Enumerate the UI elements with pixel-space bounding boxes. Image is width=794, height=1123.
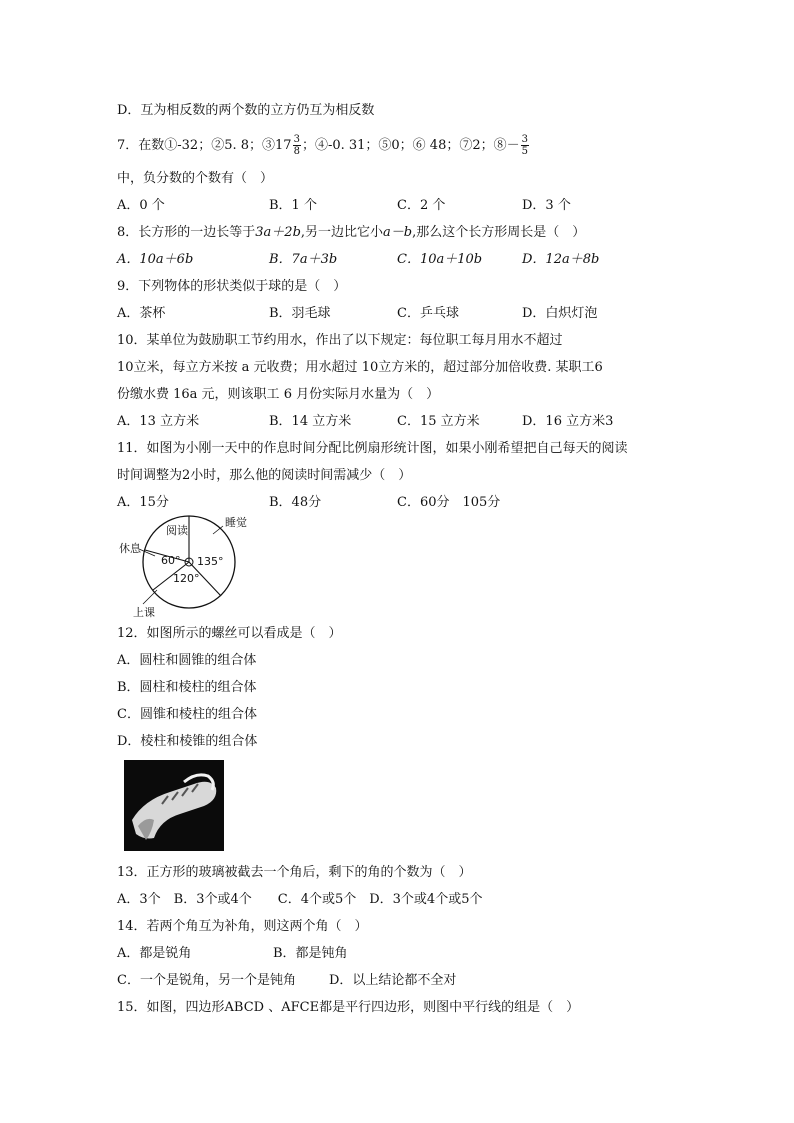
q8-option-d: D．12a＋8b [522,252,600,267]
q9-option-a: A．茶杯 [117,306,166,321]
pie-label-sleep: 睡觉 [225,516,247,529]
q14-option-b: B．都是钝角 [273,946,348,961]
q12-option-a: A．圆柱和圆锥的组合体 [117,653,257,668]
q7-frac1-num: 3 [293,134,300,145]
q10-option-a: A．13 立方米 [117,414,200,429]
q7-option-a: A．0 个 [117,198,165,213]
q13-options: A．3个 B．3个或4个 C．4个或5个 D．3个或4个或5个 [117,892,483,907]
pie-angle-135: 135° [197,555,224,568]
q7-fraction-1 [293,134,301,157]
q8-option-a: A．10a＋6b [117,252,194,267]
q8-text-mid: ,另一边比它小 [300,225,384,240]
q10-option-c: C．15 立方米 [397,414,480,429]
q7-text-pre: 7．在数①-32；②5. 8；③17 [117,138,292,153]
question-12: 12．如图所示的螺丝可以看成是（ ） [117,626,342,641]
screw-photo [124,760,224,851]
q8-text-pre: 8．长方形的一边长等于 [117,225,256,240]
q7-fraction-2 [521,134,529,157]
question-10-line-1: 10．某单位为鼓励职工节约用水，作出了以下规定：每位职工每月用水不超过 [117,333,563,348]
q7-option-b: B．1 个 [269,198,317,213]
pie-label-class: 上课 [133,606,155,619]
question-11-line-2: 时间调整为2小时，那么他的阅读时间需减少（ ） [117,468,412,483]
leader-class [143,590,157,604]
q14-option-c: C．一个是锐角，另一个是钝角 [117,973,296,988]
q7-option-c: C．2 个 [397,198,446,213]
q9-option-b: B．羽毛球 [269,306,331,321]
q8-expr-1: 3a＋2b [255,225,301,240]
q12-option-d: D．棱柱和棱锥的组合体 [117,734,258,749]
pie-angle-120: 120° [173,572,200,585]
q11-option-c: C．60分 105分 [397,495,501,510]
question-11-line-1: 11．如图为小刚一天中的作息时间分配比例扇形统计图，如果小刚希望把自己每天的阅读 [117,441,628,456]
q7-continuation: 中，负分数的个数有（ ） [117,171,274,186]
q8-expr-2: a－b [383,225,413,240]
q10-option-b: B．14 立方米 [269,414,352,429]
q7-frac2-num: 3 [521,134,528,145]
q9-option-c: C．乒乓球 [397,306,459,321]
pie-angle-60: 60° [161,554,181,567]
question-10-line-2: 10立米，每立方米按 a 元收费；用水超过 10立方米的，超过部分加倍收费. 某职工6 [117,360,603,375]
q6-option-d: D．互为相反数的两个数的立方仍互为相反数 [117,103,375,118]
pie-label-rest: 休息 [119,542,141,555]
question-7 [117,133,530,159]
question-15: 15．如图，四边形ABCD 、AFCE都是平行四边形，则图中平行线的组是（ ） [117,1000,580,1015]
q10-option-d: D．16 立方米3 [522,414,614,429]
pie-label-read: 阅读 [166,524,188,537]
q12-option-c: C．圆锥和棱柱的组合体 [117,707,257,722]
q14-option-a: A．都是锐角 [117,946,192,961]
q14-option-d: D．以上结论都不全对 [329,973,457,988]
q7-option-d: D．3 个 [522,198,571,213]
question-13: 13．正方形的玻璃被截去一个角后，剩下的角的个数为（ ） [117,865,472,880]
q11-option-b: B．48分 [269,495,322,510]
q7-frac2-den: 5 [521,146,528,157]
q11-option-a: A．15分 [117,495,169,510]
q12-option-b: B．圆柱和棱柱的组合体 [117,680,257,695]
schedule-pie-figure [117,512,247,622]
question-8 [117,224,585,242]
q7-text-mid: ；④-0. 31；⑤0；⑥ 48；⑦2；⑧－ [301,138,520,153]
q8-text-post: ,那么这个长方形周长是（ ） [412,225,586,240]
question-10-line-3: 份缴水费 16a 元，则该职工 6 月份实际月水量为（ ） [117,387,440,402]
q9-option-d: D．白炽灯泡 [522,306,598,321]
question-14: 14．若两个角互为补角，则这两个角（ ） [117,919,368,934]
q7-frac1-den: 8 [293,146,300,157]
q8-option-c: C．10a＋10b [397,252,483,267]
q8-option-b: B．7a＋3b [269,252,338,267]
question-9: 9．下列物体的形状类似于球的是（ ） [117,279,347,294]
